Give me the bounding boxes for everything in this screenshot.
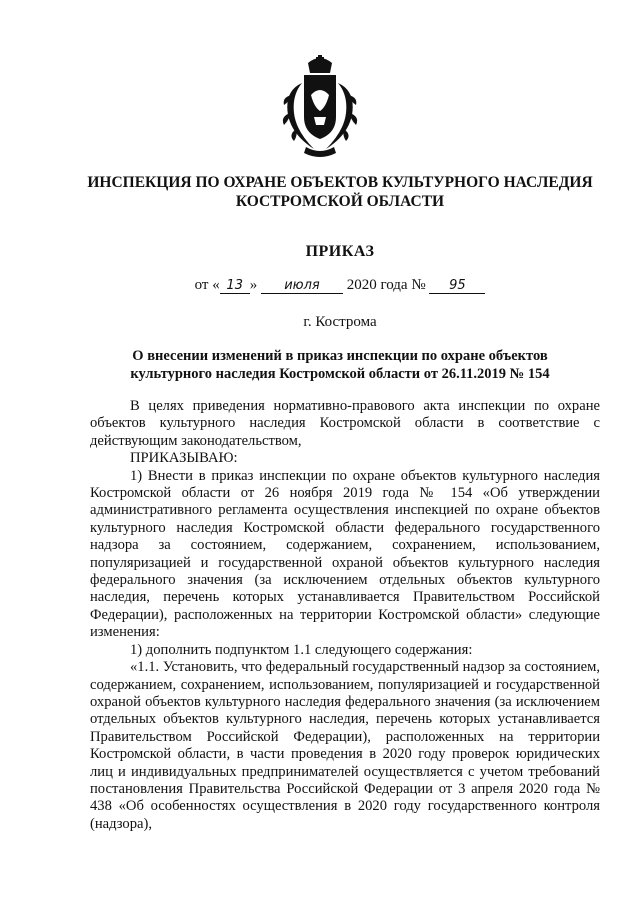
order-subject-line1: О внесении изменений в приказ инспекции по охране объектов <box>132 348 548 364</box>
coat-of-arms-emblem <box>278 55 362 160</box>
city: г. Кострома <box>303 314 377 330</box>
paragraph-order-keyword: ПРИКАЗЫВАЮ: <box>130 450 238 467</box>
organization-name-line1: ИНСПЕКЦИЯ ПО ОХРАНЕ ОБЪЕКТОВ КУЛЬТУРНОГО НАСЛЕДИЯ <box>87 174 593 191</box>
order-subject <box>60 347 620 383</box>
paragraph-item-1: 1) Внести в приказ инспекции по охране объектов культурного наследия Костромской области от 26 ноября 2019 года № 154 «Об утверждении административного регламента осуществления инспекцией по охране объектов культурного наследия Костромской области федерального государственного надзора за состоянием, содержанием, сохранением, использованием, популяризацией и государственной охраной объектов культурного наследия федерального значения (за исключением отдельных объектов культурного наследия, перечень которых устанавливается Правительством Российской Федерации), расположенных на территории Костромской области» следующие изменения: <box>90 467 600 641</box>
date-year-text: 2020 года № <box>346 277 426 293</box>
order-body <box>90 398 600 833</box>
order-subject-line2: культурного наследия Костромской области от 26.11.2019 № 154 <box>130 366 550 382</box>
paragraph-subitem-1-1: «1.1. Установить, что федеральный государственный надзор за состоянием, содержанием, сохранением, использованием, популяризацией и государственной охраной объектов культурного наследия федерального значения (за исключением отдельных объектов культурного наследия, перечень которых устанавливается Правительством Российской Федерации), расположенных на территории Костромской области, в части проведения в 2020 году проверок юридических лиц и индивидуальных предпринимателей осуществляется с учетом требований постановления Правительства Российской Федерации от 3 апреля 2020 года № 438 «Об особенностях осуществления в 2020 году государственного контроля (надзора), <box>90 659 600 832</box>
date-month-handwritten: июля <box>261 278 343 294</box>
order-number-handwritten: 95 <box>429 278 485 294</box>
document-type: ПРИКАЗ <box>305 243 375 260</box>
date-prefix: от « <box>194 277 220 293</box>
date-quote-close: » <box>249 277 258 293</box>
organization-name-line2: КОСТРОМСКОЙ ОБЛАСТИ <box>235 193 445 210</box>
paragraph-preamble: В целях приведения нормативно-правового акта инспекции по охране объектов культурного наследия Костромской области в соответствие с действующим законодательством, <box>90 398 600 449</box>
organization-name <box>60 173 620 211</box>
date-day-handwritten: 13 <box>220 278 250 294</box>
paragraph-subitem-intro: 1) дополнить подпунктом 1.1 следующего содержания: <box>130 641 473 658</box>
order-date-line <box>60 277 620 294</box>
